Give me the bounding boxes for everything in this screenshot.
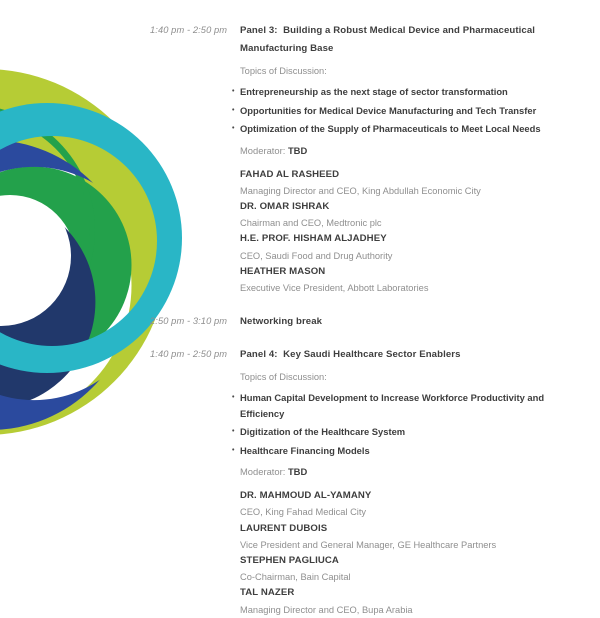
moderator-label: Moderator: [240,466,286,478]
speaker-role: Chairman and CEO, Medtronic plc [240,218,382,229]
agenda-schedule [150,22,582,618]
bullet-icon: • [232,125,235,132]
topic-text: Entrepreneurship as the next stage of sector transformation [240,86,508,97]
bullet-icon: • [232,446,235,454]
session-title: Panel 3: Building a Robust Medical Device and Pharmaceutical Manufacturing Base [240,25,538,54]
session-networking-break [150,313,582,331]
session-time: 2:50 pm - 3:10 pm [150,316,228,327]
moderator-line [240,465,580,478]
session-panel-3 [150,22,582,296]
session-time: 1:40 pm - 2:50 pm [150,25,228,35]
topics-label: Topics of Discussion: [240,372,327,383]
bullet-icon: • [232,428,235,436]
topic-text: Digitization of the Healthcare System [240,426,406,438]
topic-item [232,121,580,137]
topic-item [232,390,580,421]
speaker-name: FAHAD AL RASHEED [240,168,340,180]
moderator-line [240,144,580,157]
topics-label: Topics of Discussion: [240,66,327,76]
speaker-role: Executive Vice President, Abbott Laboratories [240,282,429,293]
speaker-role: CEO, King Fahad Medical City [240,507,367,518]
session-title: Panel 4: Key Saudi Healthcare Sector Enablers [240,349,461,361]
topic-text: Human Capital Development to Increase Workforce Productivity and Efficiency [240,392,545,419]
speakers-list [240,167,580,297]
speaker-name: DR. MAHMOUD AL-YAMANY [240,490,372,502]
topics-list [232,84,580,137]
session-body [240,313,580,331]
speaker-name: STEPHEN PAGLIUCA [240,554,339,566]
moderator-name: TBD [287,144,308,156]
topics-list [232,390,580,458]
speaker-name: TAL NAZER [240,587,295,599]
bullet-icon: • [232,88,235,95]
speaker-role: Managing Director and CEO, King Abdullah Economic City [240,185,481,196]
topic-text: Optimization of the Supply of Pharmaceuticals to Meet Local Needs [240,123,541,134]
session-body [232,22,580,296]
speaker-role: Vice President and General Manager, GE Healthcare Partners [240,539,497,550]
session-body [232,346,580,618]
speaker-role: Co-Chairman, Bain Capital [240,572,351,583]
moderator-name: TBD [287,466,308,478]
session-panel-4 [150,346,582,618]
topic-item [232,84,580,100]
topic-text: Healthcare Financing Models [240,444,370,456]
speaker-name: LAURENT DUBOIS [240,522,328,534]
topic-item [232,443,580,459]
speaker-role: CEO, Saudi Food and Drug Authority [240,250,393,261]
speaker-name: H.E. PROF. HISHAM ALJADHEY [240,233,387,245]
bullet-icon: • [232,106,235,114]
speaker-role: Managing Director and CEO, Bupa Arabia [240,604,413,615]
session-title: Networking break [240,316,323,328]
session-time: 1:40 pm - 2:50 pm [150,349,228,360]
topic-item [232,424,580,440]
speaker-name: DR. OMAR ISHRAK [240,200,330,212]
bullet-icon: • [232,394,235,402]
topic-item [232,103,580,119]
topic-text: Opportunities for Medical Device Manufacturing and Tech Transfer [240,104,537,116]
speakers-list [240,488,580,618]
speaker-name: HEATHER MASON [240,265,326,277]
moderator-label: Moderator: [240,144,286,156]
